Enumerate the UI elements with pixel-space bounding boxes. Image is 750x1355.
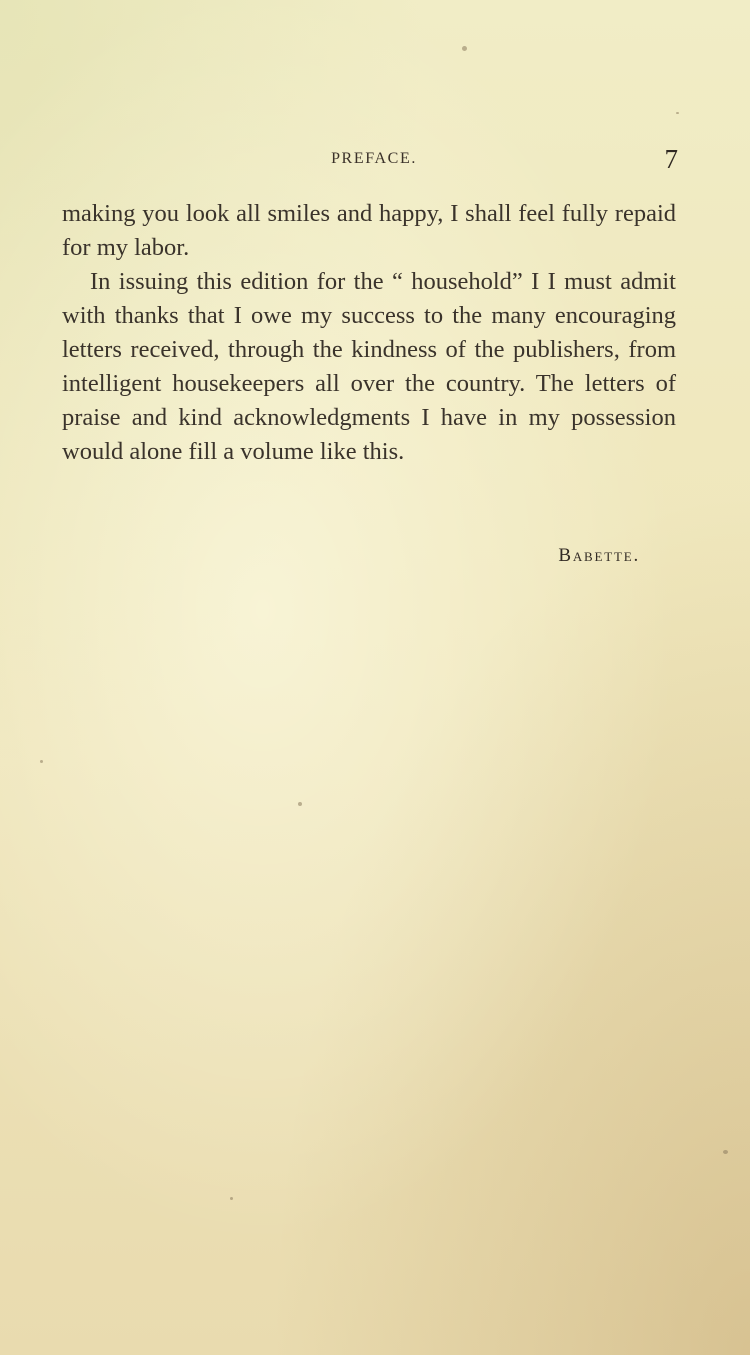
paper-speck [676,112,679,114]
running-head: PREFACE. [331,150,417,167]
paper-speck [462,46,467,51]
paper-speck [298,802,302,806]
paragraph-edition: In issuing this edition for the “ household” I I must admit with thanks that I owe my success to the many encouraging letters received, through the kindness of the publishers, from intelligent housekeepers all over the country. The letters of praise and kind acknowledgments I have in my possession would alone fill a volume like this. [62,268,676,465]
paper-speck [40,760,43,763]
author-signature: Babette. [558,545,640,566]
preface-body [62,197,676,469]
paper-speck [230,1197,233,1200]
paper-speck [723,1150,728,1154]
page-header [64,144,678,182]
page-number: 7 [664,144,678,174]
paragraph-continuation: making you look all smiles and happy, I shall feel fully repaid for my labor. [62,200,676,261]
